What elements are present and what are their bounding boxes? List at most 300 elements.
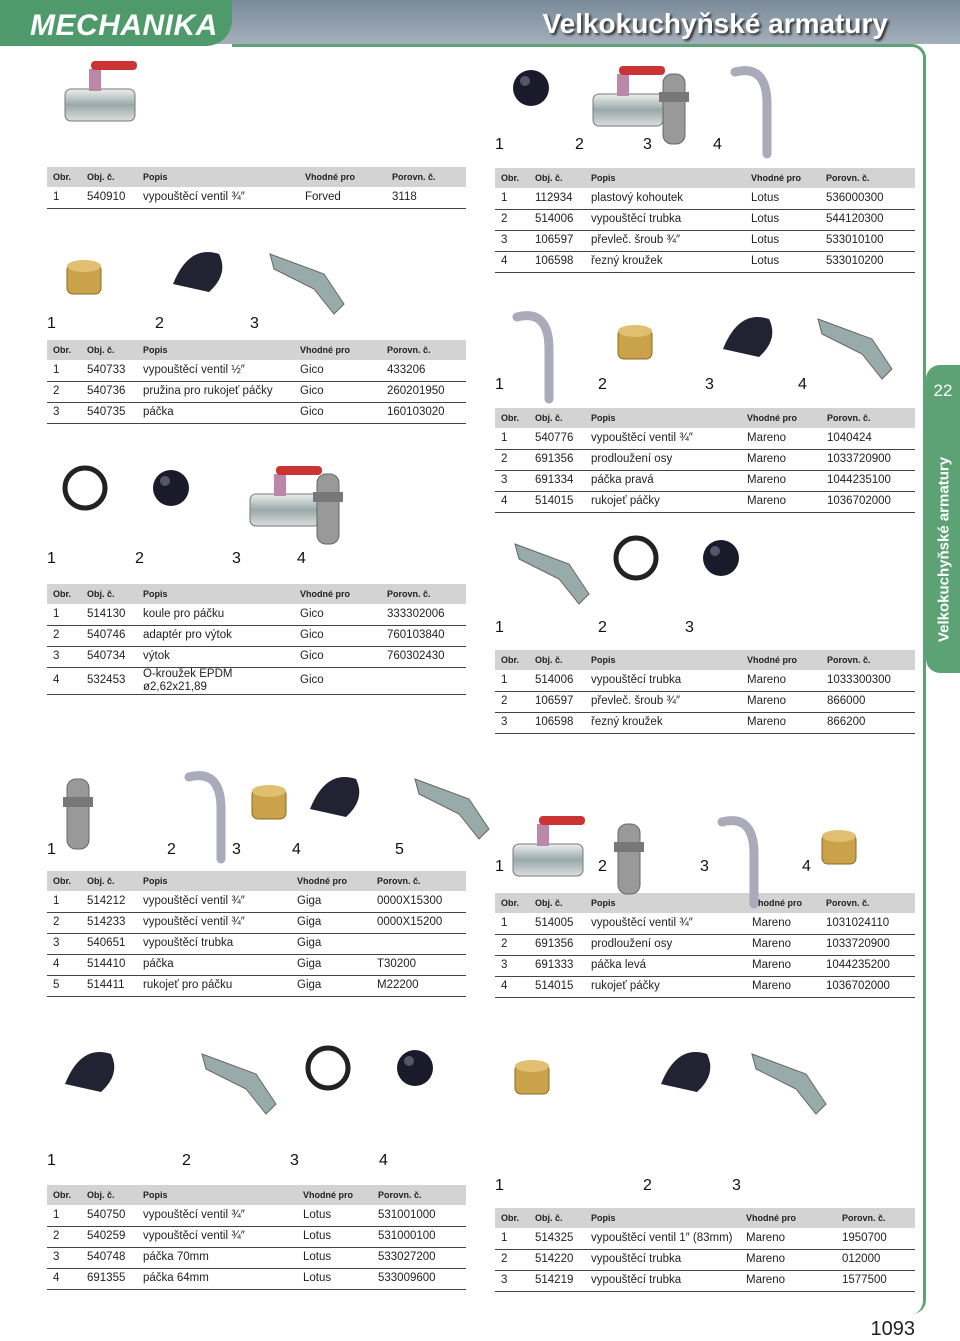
table-row — [47, 1205, 466, 1226]
table-cell: Lotus — [297, 1205, 372, 1226]
column-header: Popis — [137, 584, 294, 604]
column-header: Obj. č. — [81, 584, 137, 604]
table-header — [47, 167, 466, 187]
column-header: Popis — [137, 1185, 297, 1205]
item-number-label: 2 — [182, 1152, 191, 1169]
product-images — [495, 60, 915, 168]
table-cell: 4 — [495, 976, 529, 997]
item-number-label: 1 — [47, 1152, 56, 1169]
column-header: Obr. — [47, 871, 81, 891]
table-cell: 540733 — [81, 360, 137, 381]
table-cell: páčka 70mm — [137, 1247, 297, 1268]
table-row — [495, 712, 915, 733]
table-cell: Gico — [294, 402, 381, 423]
table-cell: 2 — [47, 381, 81, 402]
table-cell: Mareno — [741, 428, 821, 449]
table-cell: Gico — [294, 381, 381, 402]
table-cell: 3 — [495, 230, 529, 251]
product-image — [509, 534, 598, 634]
table-cell: 2 — [495, 449, 529, 470]
table-cell: 1033720900 — [820, 934, 915, 955]
table-cell: Giga — [291, 933, 371, 954]
item-number-label: 3 — [643, 136, 652, 153]
table-cell: Mareno — [740, 1249, 836, 1270]
column-header: Porovn. č. — [371, 871, 466, 891]
table-cell: adaptér pro výtok — [137, 625, 294, 646]
table-cell: 1 — [47, 187, 81, 208]
table-cell: 1 — [495, 188, 529, 209]
table-row — [47, 187, 466, 208]
table-cell: 533009600 — [372, 1268, 466, 1289]
column-header: Obr. — [495, 1208, 529, 1228]
table-cell: koule pro páčku — [137, 604, 294, 625]
table-cell: vypouštěcí ventil ¾″ — [585, 913, 746, 934]
table-cell: M22200 — [371, 975, 466, 996]
column-header: Obr. — [495, 893, 529, 913]
table-cell: 691334 — [529, 470, 585, 491]
product-image — [612, 814, 700, 877]
column-header: Porovn. č. — [820, 168, 915, 188]
parts-table — [47, 340, 466, 424]
table-cell: Mareno — [741, 712, 821, 733]
column-header: Popis — [137, 340, 294, 360]
table-row — [495, 1228, 915, 1249]
product-image — [61, 464, 135, 568]
table-row — [47, 667, 466, 694]
table-cell: Gico — [294, 625, 381, 646]
item-number-label: 1 — [495, 858, 504, 875]
product-image — [409, 769, 466, 855]
table-cell: 4 — [47, 1268, 81, 1289]
product-image — [169, 244, 250, 324]
table-cell: 540734 — [81, 646, 137, 667]
table-cell: 1577500 — [836, 1270, 915, 1291]
table-row — [47, 646, 466, 667]
table-cell: 691356 — [529, 449, 585, 470]
table-row — [495, 670, 915, 691]
product-image — [699, 534, 789, 634]
table-header — [47, 340, 466, 360]
table-cell: Lotus — [297, 1247, 372, 1268]
table-cell: 514220 — [529, 1249, 585, 1270]
product-image — [393, 1044, 466, 1169]
table-cell: 2 — [495, 934, 529, 955]
column-header: Porovn. č. — [820, 893, 915, 913]
table-cell — [371, 933, 466, 954]
table-row — [47, 360, 466, 381]
table-cell: vypouštěcí ventil ¾″ — [137, 891, 291, 912]
product-image — [509, 309, 598, 392]
table-row — [495, 230, 915, 251]
product-block — [47, 460, 466, 695]
table-cell: 866000 — [821, 691, 915, 712]
product-image — [657, 1044, 732, 1192]
column-header: Obr. — [495, 168, 529, 188]
table-cell: Lotus — [745, 188, 820, 209]
table-cell: 5 — [47, 975, 81, 996]
table-cell: 533010200 — [820, 251, 915, 272]
column-header: Obj. č. — [529, 1208, 585, 1228]
table-cell: Lotus — [297, 1268, 372, 1289]
table-row — [47, 1268, 466, 1289]
table-row — [495, 188, 915, 209]
table-cell: 4 — [495, 491, 529, 512]
column-header: Obj. č. — [81, 1185, 137, 1205]
table-cell: 514015 — [529, 976, 585, 997]
item-number-label: 2 — [598, 619, 607, 636]
table-cell: 3 — [47, 402, 81, 423]
table-cell: 433206 — [381, 360, 466, 381]
table-cell: Giga — [291, 891, 371, 912]
item-number-label: 4 — [292, 841, 301, 858]
item-number-label: 4 — [798, 376, 807, 393]
table-cell: 106598 — [529, 712, 585, 733]
item-number-label: 2 — [575, 136, 584, 153]
table-cell: 540750 — [81, 1205, 137, 1226]
table-header — [495, 168, 915, 188]
table-cell: Gico — [294, 360, 381, 381]
table-cell: řezný kroužek — [585, 251, 745, 272]
table-row — [47, 625, 466, 646]
parts-table — [47, 871, 466, 997]
table-cell: 691356 — [529, 934, 585, 955]
table-cell: Mareno — [746, 955, 820, 976]
table-row — [495, 976, 915, 997]
table-row — [47, 402, 466, 423]
table-cell: Mareno — [746, 913, 820, 934]
table-cell: 540776 — [529, 428, 585, 449]
item-number-label: 3 — [685, 619, 694, 636]
product-image — [61, 769, 151, 855]
table-cell: 2 — [495, 1249, 529, 1270]
table-row — [47, 604, 466, 625]
column-header: Popis — [585, 650, 741, 670]
column-header: Popis — [137, 871, 291, 891]
table-cell: Forved — [299, 187, 386, 208]
table-header — [47, 584, 466, 604]
table-cell: plastový kohoutek — [585, 188, 745, 209]
product-image — [746, 1044, 836, 1192]
item-number-label: 2 — [167, 841, 176, 858]
table-cell: Gico — [294, 604, 381, 625]
column-header: Vhodné pro — [740, 1208, 836, 1228]
column-header: Vhodné pro — [297, 1185, 372, 1205]
column-header: Porovn. č. — [821, 408, 915, 428]
table-cell: Mareno — [741, 491, 821, 512]
table-cell: řezný kroužek — [585, 712, 741, 733]
table-cell: 106597 — [529, 230, 585, 251]
parts-table — [495, 1208, 915, 1292]
column-header: Obr. — [47, 584, 81, 604]
table-cell: T30200 — [371, 954, 466, 975]
column-header: Popis — [585, 168, 745, 188]
table-cell: vypouštěcí ventil ¾″ — [137, 912, 291, 933]
column-header: Porovn. č. — [821, 650, 915, 670]
table-cell: 1 — [495, 1228, 529, 1249]
product-images — [47, 240, 466, 340]
table-header — [495, 650, 915, 670]
table-cell: páčka — [137, 402, 294, 423]
product-image — [612, 309, 702, 392]
column-header: Porovn. č. — [381, 340, 466, 360]
table-cell: 514212 — [81, 891, 137, 912]
section-tab — [0, 0, 232, 46]
product-image — [816, 814, 906, 877]
product-image — [714, 814, 802, 877]
table-row — [47, 933, 466, 954]
item-number-label: 1 — [47, 841, 56, 858]
table-cell: 514005 — [529, 913, 585, 934]
item-number-label: 1 — [47, 550, 56, 567]
column-header: Vhodné pro — [291, 871, 371, 891]
table-cell: 160103020 — [381, 402, 466, 423]
table-cell: Mareno — [741, 691, 821, 712]
item-number-label: 4 — [297, 550, 306, 567]
table-row — [47, 1247, 466, 1268]
table-row — [47, 954, 466, 975]
column-header: Porovn. č. — [372, 1185, 466, 1205]
product-image — [812, 309, 902, 392]
table-cell: 4 — [47, 667, 81, 694]
table-cell: 514233 — [81, 912, 137, 933]
table-row — [495, 470, 915, 491]
column-header: Obr. — [47, 1185, 81, 1205]
item-number-label: 1 — [495, 1177, 504, 1194]
table-row — [495, 428, 915, 449]
table-cell: Mareno — [741, 670, 821, 691]
product-image — [61, 244, 151, 324]
product-image — [311, 464, 401, 568]
table-header — [495, 1208, 915, 1228]
product-images — [495, 305, 915, 408]
column-header: Obr. — [495, 408, 529, 428]
product-image — [61, 1044, 151, 1169]
product-block — [495, 60, 915, 273]
table-cell: prodloužení osy — [585, 934, 746, 955]
table-cell: 514410 — [81, 954, 137, 975]
column-header: Vhodné pro — [746, 893, 820, 913]
table-cell: páčka — [137, 954, 291, 975]
product-image — [246, 464, 297, 568]
item-number-label: 3 — [700, 858, 709, 875]
table-cell: 540735 — [81, 402, 137, 423]
table-cell: 532453 — [81, 667, 137, 694]
table-cell: 691333 — [529, 955, 585, 976]
table-cell: Mareno — [741, 449, 821, 470]
table-cell: 514219 — [529, 1270, 585, 1291]
table-cell: páčka pravá — [585, 470, 741, 491]
table-cell: 1 — [47, 360, 81, 381]
table-cell: vypouštěcí trubka — [585, 1249, 740, 1270]
table-cell: 1031024110 — [820, 913, 915, 934]
table-cell: 1 — [47, 1205, 81, 1226]
table-row — [495, 1249, 915, 1270]
table-cell: 3 — [495, 1270, 529, 1291]
table-header — [47, 1185, 466, 1205]
table-cell: 531000100 — [372, 1226, 466, 1247]
column-header: Popis — [585, 893, 746, 913]
item-number-label: 3 — [232, 841, 241, 858]
table-cell: 3 — [47, 933, 81, 954]
column-header: Porovn. č. — [381, 584, 466, 604]
table-cell: Giga — [291, 912, 371, 933]
table-cell: převleč. šroub ¾″ — [585, 691, 741, 712]
column-header: Vhodné pro — [299, 167, 386, 187]
item-number-label: 4 — [802, 858, 811, 875]
page-number: 1093 — [870, 1318, 915, 1340]
table-cell: 760103840 — [381, 625, 466, 646]
table-cell: 4 — [495, 251, 529, 272]
parts-table — [47, 1185, 466, 1290]
table-row — [495, 449, 915, 470]
table-cell: 0000X15300 — [371, 891, 466, 912]
table-cell: 2 — [47, 1226, 81, 1247]
table-cell: 2 — [47, 912, 81, 933]
table-header — [47, 871, 466, 891]
table-row — [495, 251, 915, 272]
item-number-label: 3 — [232, 550, 241, 567]
product-images — [47, 55, 466, 167]
parts-table — [495, 893, 915, 998]
product-image — [264, 244, 354, 324]
item-number-label: 2 — [598, 858, 607, 875]
chapter-tab — [926, 365, 960, 673]
product-block — [495, 810, 915, 998]
table-cell: Gico — [294, 667, 381, 694]
table-cell: vypouštěcí trubka — [585, 670, 741, 691]
product-image — [612, 534, 685, 634]
column-header: Obr. — [47, 340, 81, 360]
table-cell: 012000 — [836, 1249, 915, 1270]
item-number-label: 3 — [732, 1177, 741, 1194]
section-title: MECHANIKA — [30, 9, 218, 42]
table-cell: 1950700 — [836, 1228, 915, 1249]
table-row — [495, 209, 915, 230]
table-cell: 1 — [47, 604, 81, 625]
table-cell: 533027200 — [372, 1247, 466, 1268]
table-cell: 540259 — [81, 1226, 137, 1247]
product-image — [304, 1044, 379, 1169]
product-block — [495, 305, 915, 513]
product-block — [47, 765, 466, 997]
column-header: Popis — [585, 408, 741, 428]
item-number-label: 4 — [713, 136, 722, 153]
table-cell: Mareno — [746, 976, 820, 997]
product-image — [719, 309, 798, 392]
table-cell: 1044235100 — [821, 470, 915, 491]
parts-table — [495, 168, 915, 273]
item-number-label: 4 — [379, 1152, 388, 1169]
table-cell: 544120300 — [820, 209, 915, 230]
product-block — [47, 240, 466, 424]
column-header: Obj. č. — [81, 871, 137, 891]
table-cell: pružina pro rukojeť páčky — [137, 381, 294, 402]
page-title: Velkokuchyňské armatury — [542, 8, 888, 39]
table-cell: Lotus — [745, 230, 820, 251]
column-header: Obj. č. — [81, 340, 137, 360]
table-cell: rukojeť páčky — [585, 976, 746, 997]
item-number-label: 1 — [495, 376, 504, 393]
table-cell: 4 — [47, 954, 81, 975]
column-header: Popis — [585, 1208, 740, 1228]
column-header: Vhodné pro — [294, 584, 381, 604]
product-block — [47, 55, 466, 209]
table-cell: 2 — [47, 625, 81, 646]
product-image — [306, 769, 395, 855]
table-cell: 514130 — [81, 604, 137, 625]
table-cell: 2 — [495, 209, 529, 230]
table-cell: 1 — [495, 428, 529, 449]
column-header: Obr. — [495, 650, 529, 670]
table-cell: 533010100 — [820, 230, 915, 251]
product-block — [495, 1040, 915, 1292]
item-number-label: 3 — [290, 1152, 299, 1169]
product-image — [196, 1044, 286, 1169]
product-image — [246, 769, 292, 855]
table-header — [495, 408, 915, 428]
item-number-label: 5 — [395, 841, 404, 858]
product-images — [495, 530, 915, 650]
table-cell — [381, 667, 466, 694]
column-header: Popis — [137, 167, 299, 187]
table-row — [495, 491, 915, 512]
table-cell: prodloužení osy — [585, 449, 741, 470]
table-cell: vypouštěcí ventil ¾″ — [137, 1226, 297, 1247]
item-number-label: 1 — [47, 315, 56, 332]
table-cell: 3118 — [386, 187, 466, 208]
table-cell: vypouštěcí trubka — [137, 933, 291, 954]
column-header: Vhodné pro — [745, 168, 820, 188]
table-cell: 1 — [495, 670, 529, 691]
product-image — [727, 64, 817, 152]
table-cell: 3 — [47, 1247, 81, 1268]
table-row — [495, 691, 915, 712]
item-number-label: 2 — [643, 1177, 652, 1194]
table-cell: 3 — [495, 470, 529, 491]
table-cell: vypouštěcí ventil ½″ — [137, 360, 294, 381]
table-cell: Mareno — [740, 1228, 836, 1249]
column-header: Vhodné pro — [741, 408, 821, 428]
table-cell: 3 — [495, 955, 529, 976]
column-header: Vhodné pro — [294, 340, 381, 360]
table-cell: vypouštěcí trubka — [585, 209, 745, 230]
table-cell: 1 — [495, 913, 529, 934]
item-number-label: 2 — [598, 376, 607, 393]
table-cell: 112934 — [529, 188, 585, 209]
product-images — [47, 460, 466, 584]
parts-table — [47, 167, 466, 209]
column-header: Obj. č. — [529, 650, 585, 670]
table-cell: 536000300 — [820, 188, 915, 209]
table-cell: vypouštěcí ventil 1″ (83mm) — [585, 1228, 740, 1249]
table-cell: 691355 — [81, 1268, 137, 1289]
product-images — [495, 1040, 915, 1208]
parts-table — [495, 650, 915, 734]
item-number-label: 3 — [705, 376, 714, 393]
product-image — [149, 464, 232, 568]
table-cell: 1033300300 — [821, 670, 915, 691]
table-cell: 514006 — [529, 670, 585, 691]
table-cell: vypouštěcí trubka — [585, 1270, 740, 1291]
table-cell: 333302006 — [381, 604, 466, 625]
chapter-number: 22 — [933, 381, 953, 400]
chapter-label: Velkokuchyňské armatury — [935, 456, 953, 643]
table-cell: 540746 — [81, 625, 137, 646]
table-cell: 2 — [495, 691, 529, 712]
column-header: Obj. č. — [81, 167, 137, 187]
table-row — [47, 381, 466, 402]
item-number-label: 1 — [495, 619, 504, 636]
